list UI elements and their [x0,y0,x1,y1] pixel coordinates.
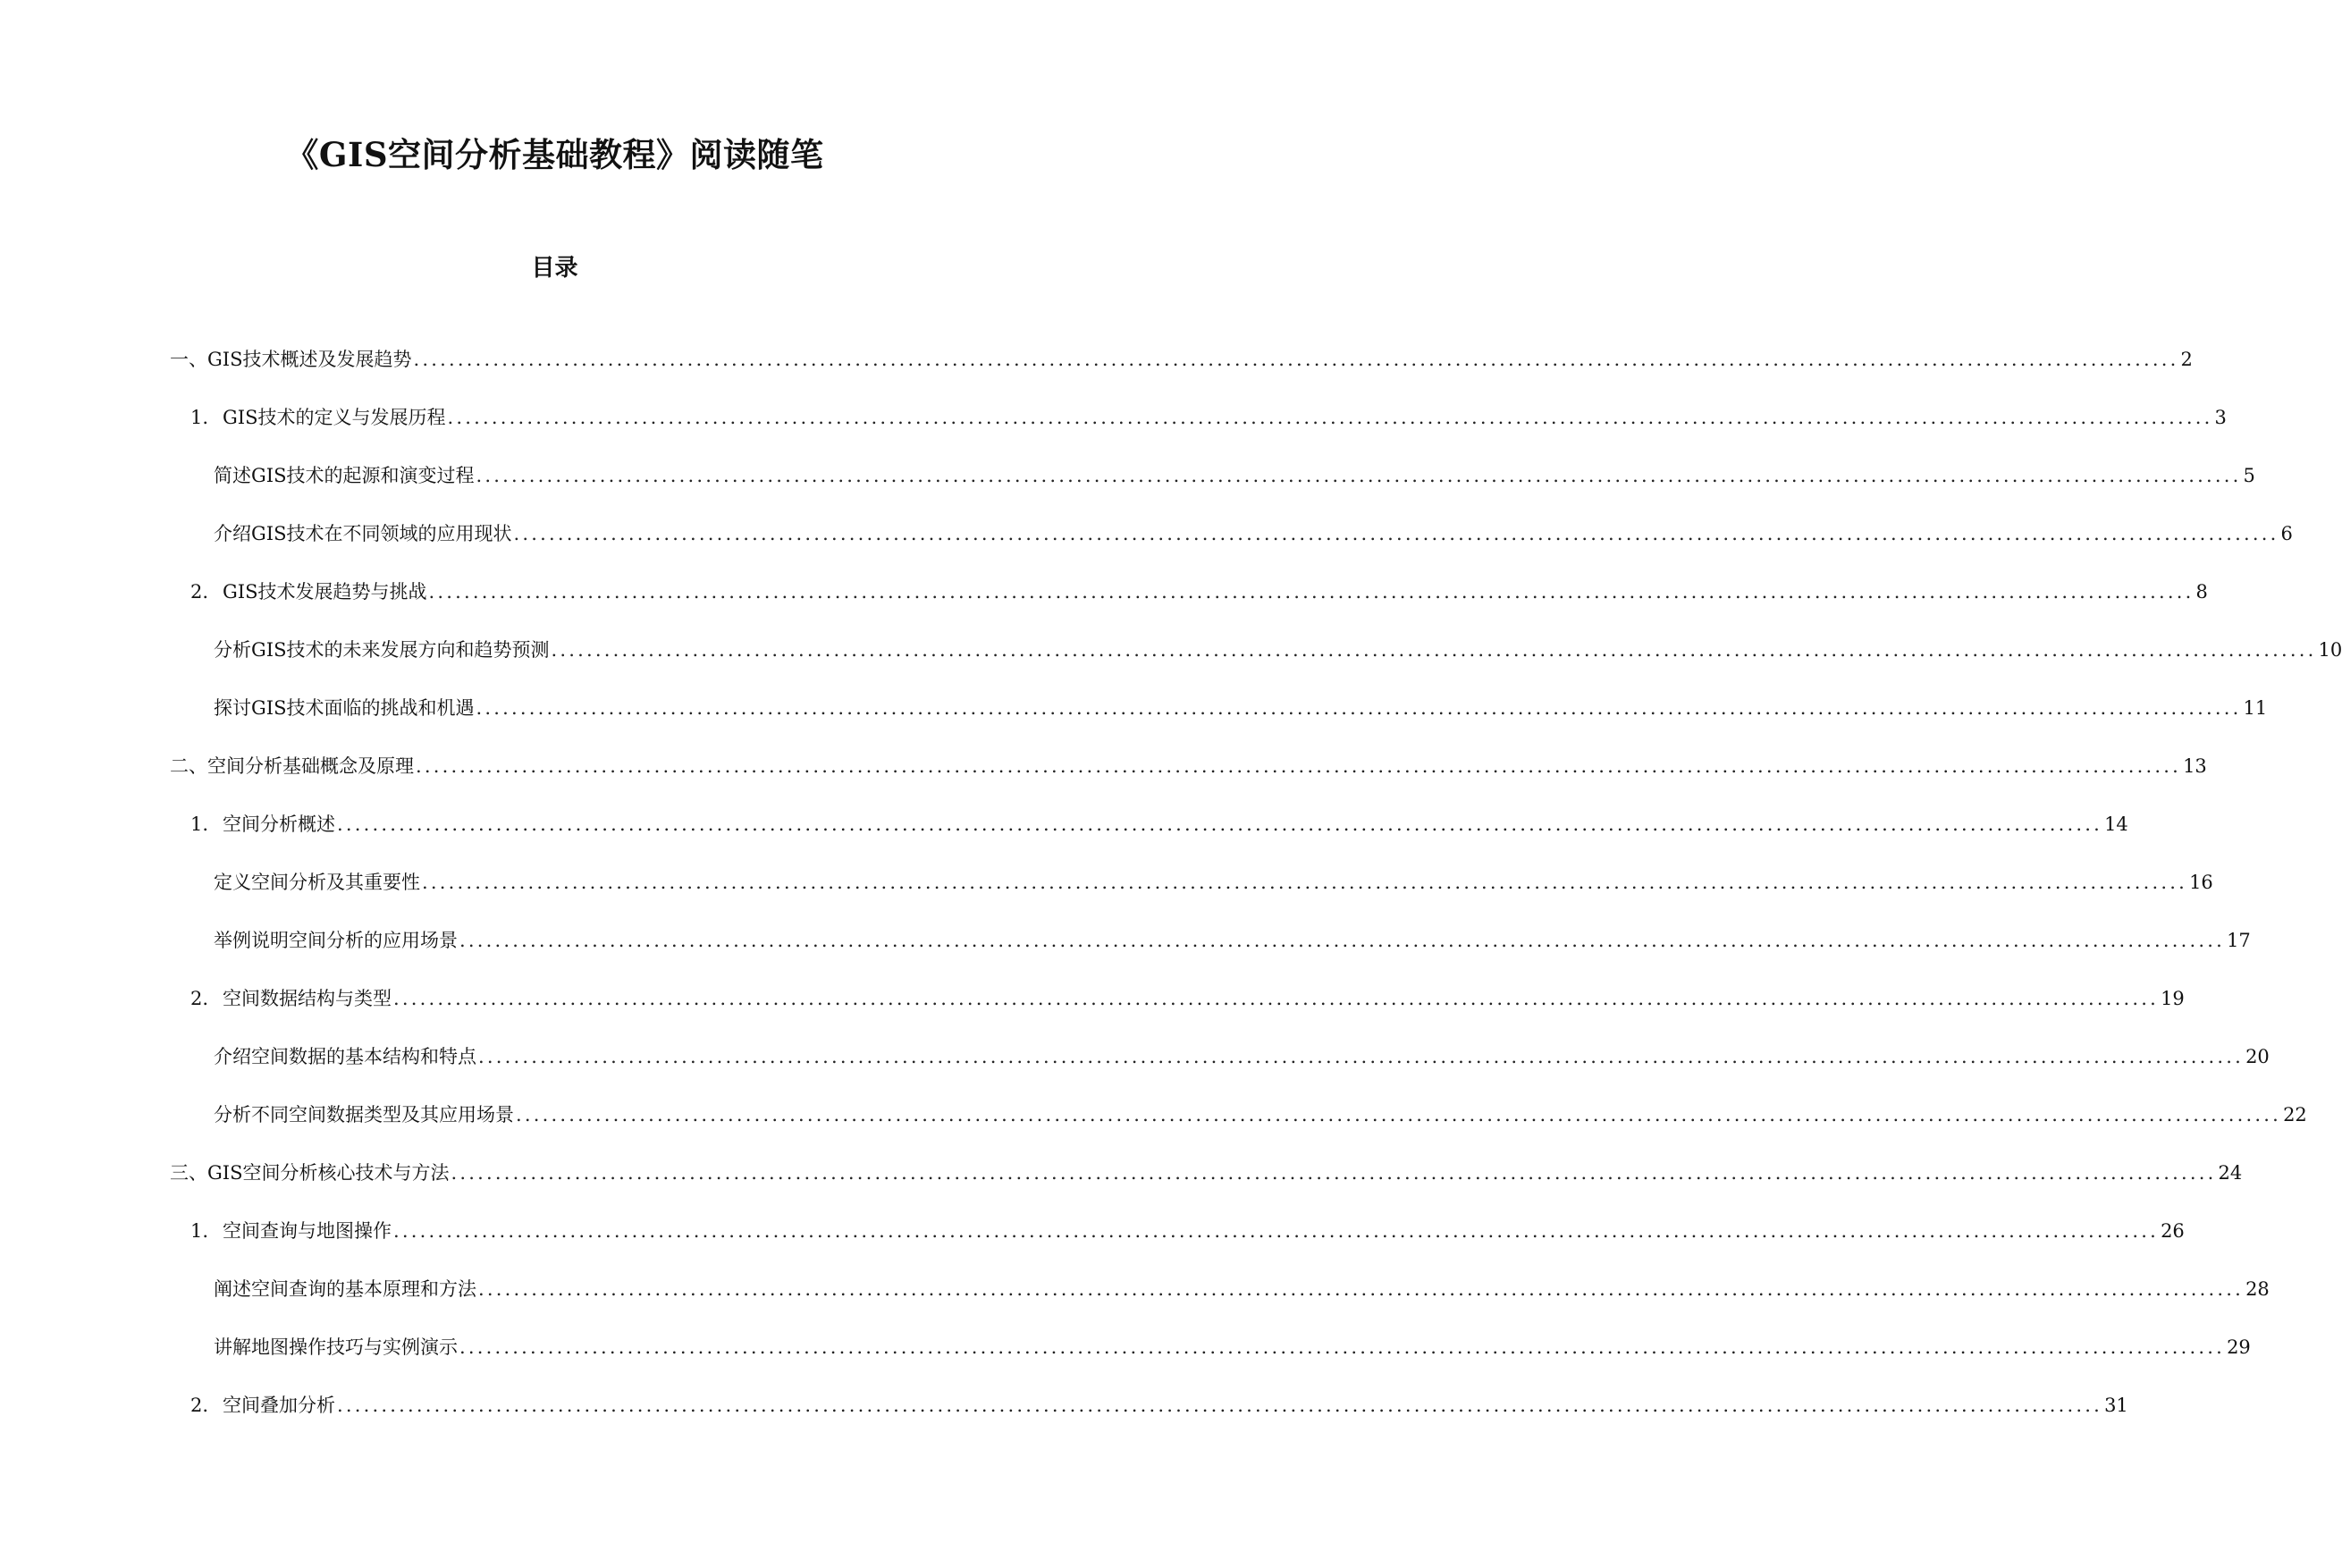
toc-heading: 目录 [531,255,578,282]
toc-entry-number: 1. [190,407,209,428]
toc-entry-page: 29 [2227,1336,2251,1358]
toc-entry-number: 1. [190,814,209,835]
toc-entry-label: GIS空间分析核心技术与方法 [207,1162,450,1184]
toc-entry-chapter[interactable] [170,753,2207,780]
toc-entry-page: 8 [2195,581,2208,603]
toc-entry-page: 17 [2227,930,2251,951]
toc-leader-dots: ........................................................................................................................................................................................................ [393,1220,2160,1242]
toc-entry-label: 空间查询与地图操作 [223,1220,392,1242]
toc-entry-number: 2. [190,1395,209,1416]
toc-leader-dots: ........................................................................................................................................................................................................ [337,1395,2103,1416]
toc-entry-page: 2 [2180,349,2193,370]
toc-entry-section[interactable] [190,1392,2128,1419]
toc-entry-page: 5 [2243,465,2255,486]
toc-entry-label: 空间叠加分析 [223,1395,335,1416]
toc-entry-page: 3 [2214,407,2227,428]
toc-entry-label: 探讨GIS技术面临的挑战和机遇 [214,697,475,719]
toc-leader-dots: ........................................................................................................................................................................................................ [476,697,2242,719]
toc-entry-subsection[interactable] [214,1101,2307,1128]
toc-entry-label: 阐述空间查询的基本原理和方法 [214,1278,476,1300]
toc-entry-label: 分析GIS技术的未来发展方向和趋势预测 [214,639,550,661]
toc-entry-page: 13 [2183,755,2207,777]
toc-leader-dots: ........................................................................................................................................................................................................ [428,581,2195,603]
toc-entry-number: 三、 [170,1162,207,1184]
toc-entry-page: 14 [2104,814,2128,835]
toc-entry-section[interactable] [190,811,2128,838]
toc-entry-number: 一、 [170,349,207,370]
toc-entry-page: 19 [2161,988,2185,1009]
toc-leader-dots: ........................................................................................................................................................................................................ [513,523,2279,544]
document-title: 《GIS空间分析基础教程》阅读随笔 [285,135,824,174]
toc-leader-dots: ........................................................................................................................................................................................................ [451,1162,2217,1184]
toc-entry-label: 简述GIS技术的起源和演变过程 [214,465,475,486]
toc-entry-label: GIS技术的定义与发展历程 [223,407,446,428]
toc-entry-subsection[interactable] [214,927,2251,954]
toc-entry-number: 二、 [170,755,207,777]
toc-leader-dots: ........................................................................................................................................................................................................ [551,639,2317,661]
toc-leader-dots: ........................................................................................................................................................................................................ [516,1104,2282,1125]
toc-entry-label: GIS技术概述及发展趋势 [207,349,412,370]
toc-entry-page: 11 [2243,697,2268,719]
toc-entry-chapter[interactable] [170,1159,2243,1186]
toc-entry-page: 20 [2245,1046,2270,1067]
toc-leader-dots: ........................................................................................................................................................................................................ [459,1336,2226,1358]
toc-entry-subsection[interactable] [214,1334,2251,1361]
toc-entry-number: 1. [190,1220,209,1242]
toc-entry-number: 2. [190,581,209,603]
toc-entry-subsection[interactable] [214,869,2213,896]
toc-entry-label: 讲解地图操作技巧与实例演示 [214,1336,458,1358]
toc-entry-number: 2. [190,988,209,1009]
toc-entry-label: 空间数据结构与类型 [223,988,392,1009]
toc-entry-label: 分析不同空间数据类型及其应用场景 [214,1104,514,1125]
toc-entry-label: 空间分析概述 [223,814,335,835]
toc-entry-section[interactable] [190,404,2227,431]
toc-entry-label: 介绍空间数据的基本结构和特点 [214,1046,476,1067]
toc-leader-dots: ........................................................................................................................................................................................................ [413,349,2179,370]
toc-entry-label: GIS技术发展趋势与挑战 [223,581,427,603]
toc-entry-label: 空间分析基础概念及原理 [207,755,414,777]
toc-entry-page: 31 [2104,1395,2128,1416]
toc-entry-subsection[interactable] [214,520,2293,547]
toc-entry-label: 举例说明空间分析的应用场景 [214,930,458,951]
toc-leader-dots: ........................................................................................................................................................................................................ [459,930,2226,951]
toc-entry-label: 介绍GIS技术在不同领域的应用现状 [214,523,512,544]
toc-entry-subsection[interactable] [214,1276,2270,1302]
toc-entry-page: 16 [2189,872,2213,893]
toc-entry-subsection[interactable] [214,695,2268,721]
toc-leader-dots: ........................................................................................................................................................................................................ [416,755,2182,777]
toc-entry-page: 26 [2161,1220,2185,1242]
toc-entry-page: 28 [2245,1278,2270,1300]
toc-leader-dots: ........................................................................................................................................................................................................ [337,814,2103,835]
toc-entry-subsection[interactable] [214,636,2342,663]
toc-leader-dots: ........................................................................................................................................................................................................ [478,1046,2245,1067]
toc-entry-subsection[interactable] [214,1043,2270,1070]
toc-entry-page: 10 [2318,639,2342,661]
toc-leader-dots: ........................................................................................................................................................................................................ [476,465,2242,486]
toc-entry-chapter[interactable] [170,346,2193,373]
toc-leader-dots: ........................................................................................................................................................................................................ [422,872,2188,893]
toc-leader-dots: ........................................................................................................................................................................................................ [393,988,2160,1009]
toc-entry-page: 6 [2280,523,2293,544]
toc-entry-page: 24 [2218,1162,2243,1184]
toc-entry-section[interactable] [190,985,2185,1012]
toc-leader-dots: ........................................................................................................................................................................................................ [478,1278,2245,1300]
toc-entry-section[interactable] [190,1218,2185,1244]
toc-entry-label: 定义空间分析及其重要性 [214,872,420,893]
toc-entry-section[interactable] [190,578,2208,605]
toc-leader-dots: ........................................................................................................................................................................................................ [447,407,2213,428]
toc-entry-subsection[interactable] [214,462,2255,489]
toc-entry-page: 22 [2283,1104,2307,1125]
